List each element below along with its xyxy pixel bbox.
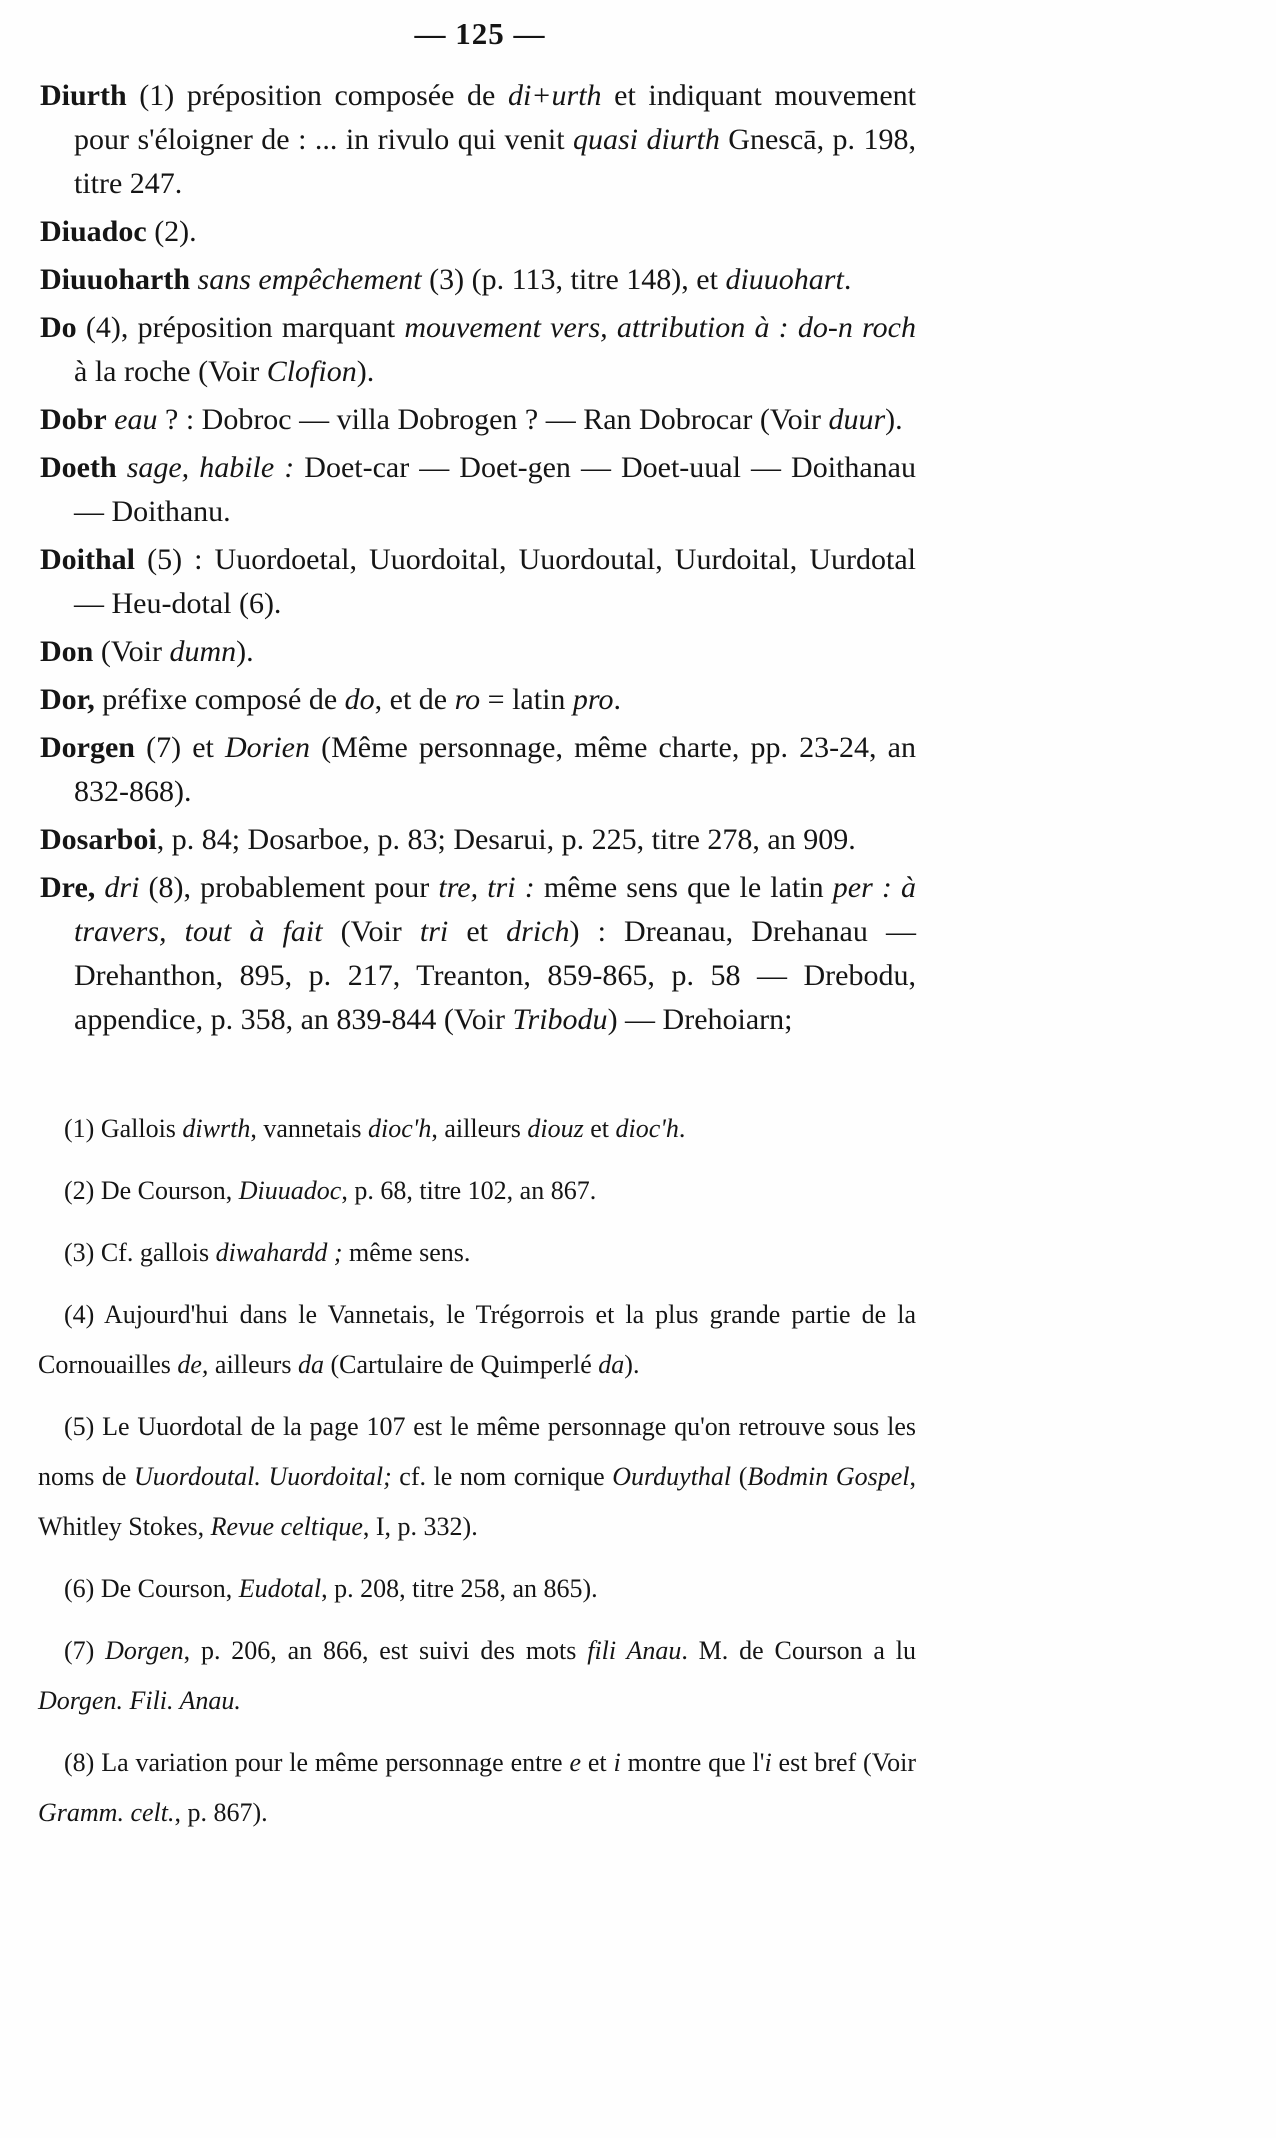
text-run: (6) De Courson, bbox=[64, 1574, 239, 1603]
text-run: da bbox=[598, 1350, 625, 1379]
text-run: de, bbox=[177, 1350, 209, 1379]
text-run: , vannetais bbox=[250, 1114, 369, 1143]
text-run: diuuohart bbox=[725, 263, 844, 296]
text-run: Doet-car — Doet-gen — Doet-uual — Doithanau — Doithanu. bbox=[74, 451, 916, 528]
text-run: sans empêchement bbox=[190, 263, 422, 296]
text-run: à la roche (Voir bbox=[74, 355, 267, 388]
text-run: ) — Drehoiarn; bbox=[607, 1003, 793, 1036]
text-run: (5) Le Uuordotal de la page 107 est le même personnage qu'on retrouve sous les noms de bbox=[38, 1412, 916, 1491]
text-run: Dre, bbox=[40, 871, 96, 904]
text-run: (Même personnage, même charte, pp. 23-24, an 832-868). bbox=[74, 731, 916, 808]
footnote bbox=[38, 1104, 916, 1154]
text-run: tri bbox=[419, 915, 449, 948]
footnote bbox=[38, 1290, 916, 1390]
dictionary-entry bbox=[40, 818, 916, 862]
text-run: Diuuadoc bbox=[238, 1176, 342, 1205]
footnote bbox=[38, 1402, 916, 1552]
text-run: (7) et bbox=[134, 731, 225, 764]
text-run: cf. le nom cornique bbox=[391, 1462, 613, 1491]
text-run: (3) Cf. gallois bbox=[64, 1238, 216, 1267]
text-run: . bbox=[843, 263, 852, 296]
text-run: (1) Gallois bbox=[64, 1114, 183, 1143]
text-run: Dosarboi bbox=[40, 823, 157, 856]
text-run: (3) (p. 113, titre 148), et bbox=[421, 263, 726, 296]
text-run: = latin bbox=[480, 683, 573, 716]
text-run: Do bbox=[40, 311, 77, 344]
text-run: Ourduythal bbox=[612, 1462, 732, 1491]
text-run: Dorgen. Fili. Anau. bbox=[38, 1686, 241, 1715]
glossary-entries-section bbox=[40, 74, 916, 1042]
footnote bbox=[38, 1166, 916, 1216]
text-run: préfixe composé de bbox=[94, 683, 345, 716]
text-run: , p. 68, titre 102, an 867. bbox=[341, 1176, 597, 1205]
footnote bbox=[38, 1564, 916, 1614]
text-run: , p. 206, an 866, est suivi des mots bbox=[183, 1636, 588, 1665]
footnote bbox=[38, 1626, 916, 1726]
text-run: (Voir bbox=[93, 635, 170, 668]
text-run: Doeth bbox=[40, 451, 117, 484]
text-run: ). bbox=[236, 635, 254, 668]
text-run: , I, p. 332). bbox=[362, 1512, 478, 1541]
dictionary-entry bbox=[40, 446, 916, 534]
text-run: (Cartulaire de Quimperlé bbox=[323, 1350, 599, 1379]
text-run: Gnescā, p. 198, titre 247. bbox=[74, 123, 917, 200]
text-run: diwrth bbox=[182, 1114, 251, 1143]
text-run: ro bbox=[454, 683, 481, 716]
text-run: (4), préposition marquant bbox=[76, 311, 405, 344]
page-number-header: — 125 — bbox=[414, 16, 546, 51]
footnotes-section bbox=[38, 1104, 916, 1838]
footnote bbox=[38, 1228, 916, 1278]
text-run: do bbox=[344, 683, 375, 716]
text-run: montre que l' bbox=[620, 1748, 765, 1777]
text-run: (2) De Courson, bbox=[64, 1176, 239, 1205]
text-run: e bbox=[569, 1748, 581, 1777]
text-run: Dobr bbox=[40, 403, 107, 436]
text-run: (8), probablement pour bbox=[139, 871, 439, 904]
text-run: Revue celtique bbox=[210, 1512, 363, 1541]
dictionary-entry bbox=[40, 210, 916, 254]
text-run: eau bbox=[106, 403, 158, 436]
text-run: (1) préposition composée de bbox=[126, 79, 508, 112]
text-run: i bbox=[613, 1748, 621, 1777]
dictionary-entry bbox=[40, 678, 916, 722]
text-run: Dor, bbox=[40, 683, 95, 716]
text-run: même sens. bbox=[342, 1238, 471, 1267]
text-run: et bbox=[580, 1748, 614, 1777]
dictionary-entry bbox=[40, 74, 916, 206]
dictionary-entry bbox=[40, 630, 916, 674]
text-run: , p. 867). bbox=[174, 1798, 268, 1827]
dictionary-entry bbox=[40, 538, 916, 626]
text-run: Don bbox=[40, 635, 94, 668]
text-run: ? : Dobroc — villa Dobrogen ? — Ran Dobrocar (Voir bbox=[157, 403, 829, 436]
text-run: et bbox=[448, 915, 507, 948]
text-run: sage, habile : bbox=[116, 451, 295, 484]
text-run: Dorgen bbox=[105, 1636, 184, 1665]
text-run: Eudotal bbox=[238, 1574, 322, 1603]
text-run: (7) bbox=[64, 1636, 106, 1665]
text-run: pro bbox=[572, 683, 614, 716]
text-run: dri bbox=[95, 871, 140, 904]
text-run: Tribodu bbox=[512, 1003, 608, 1036]
text-run: (4) Aujourd'hui dans le Vannetais, le Trégorrois et la plus grande partie de la Cornouailles bbox=[38, 1300, 916, 1379]
text-run: , Whitley Stokes, bbox=[38, 1462, 916, 1541]
dictionary-entry bbox=[40, 258, 916, 302]
text-run: dioc'h bbox=[615, 1114, 679, 1143]
text-run: (5) : Uuordoetal, Uuordoital, Uuordoutal, Uurdoital, Uurdotal — Heu-dotal (6). bbox=[74, 543, 916, 620]
dictionary-entry bbox=[40, 398, 916, 442]
text-run: , ailleurs bbox=[431, 1114, 528, 1143]
text-run: . bbox=[678, 1114, 686, 1143]
text-run: drich bbox=[506, 915, 570, 948]
text-run: fili Anau bbox=[587, 1636, 682, 1665]
dictionary-entry bbox=[40, 306, 916, 394]
text-run: di+urth bbox=[507, 79, 602, 112]
text-run: . M. de Courson a lu bbox=[681, 1636, 916, 1665]
text-run: Doithal bbox=[40, 543, 136, 576]
text-run: Diuadoc bbox=[40, 215, 147, 248]
text-run: Bodmin Gospel bbox=[747, 1462, 910, 1491]
text-run: ). bbox=[624, 1350, 640, 1379]
text-run: Diurth bbox=[40, 79, 127, 112]
text-run: ) : Dreanau, Drehanau — Drehanthon, 895, p. 217, Treanton, 859-865, p. 58 — Drebodu, appendice, p. 358, an 839-844 (Voir bbox=[74, 915, 916, 1036]
text-run: . bbox=[613, 683, 621, 716]
text-run: et bbox=[583, 1114, 616, 1143]
text-run: dumn bbox=[169, 635, 237, 668]
text-run: Dorien bbox=[225, 731, 310, 764]
dictionary-entry bbox=[40, 866, 916, 1042]
text-run: même sens que le latin bbox=[534, 871, 833, 904]
text-run: (2). bbox=[146, 215, 197, 248]
text-run: , et de bbox=[374, 683, 455, 716]
text-run: i bbox=[764, 1748, 772, 1777]
text-run: ). bbox=[885, 403, 903, 436]
text-run: et indiquant mouvement pour s'éloigner de : ... in rivulo qui venit bbox=[74, 79, 916, 156]
text-run: (Voir bbox=[322, 915, 420, 948]
text-run: , p. 84; Dosarboe, p. 83; Desarui, p. 225, titre 278, an 909. bbox=[156, 823, 856, 856]
text-run: dioc'h bbox=[368, 1114, 432, 1143]
text-run: Uuordoutal. Uuordoital; bbox=[134, 1462, 392, 1491]
text-run: ailleurs bbox=[208, 1350, 298, 1379]
footnote bbox=[38, 1738, 916, 1838]
text-run: est bref (Voir bbox=[771, 1748, 917, 1777]
text-run: Clofion bbox=[266, 355, 357, 388]
text-run: Gramm. celt. bbox=[38, 1798, 175, 1827]
text-run: , p. 208, titre 258, an 865). bbox=[321, 1574, 598, 1603]
text-run: tre, tri : bbox=[438, 871, 535, 904]
text-run: per : à travers, tout à fait bbox=[74, 871, 917, 948]
dictionary-entry bbox=[40, 726, 916, 814]
text-run: diwahardd ; bbox=[215, 1238, 343, 1267]
text-run: diouz bbox=[527, 1114, 584, 1143]
text-run: ( bbox=[731, 1462, 748, 1491]
text-run: mouvement vers, attribution à : do-n roch bbox=[404, 311, 916, 344]
text-run: Diuuoharth bbox=[40, 263, 191, 296]
text-run: duur bbox=[828, 403, 886, 436]
text-run: (8) La variation pour le même personnage entre bbox=[64, 1748, 570, 1777]
text-run: da bbox=[297, 1350, 324, 1379]
text-run: Dorgen bbox=[40, 731, 135, 764]
text-run: quasi diurth bbox=[573, 123, 720, 156]
text-run: ). bbox=[356, 355, 375, 388]
